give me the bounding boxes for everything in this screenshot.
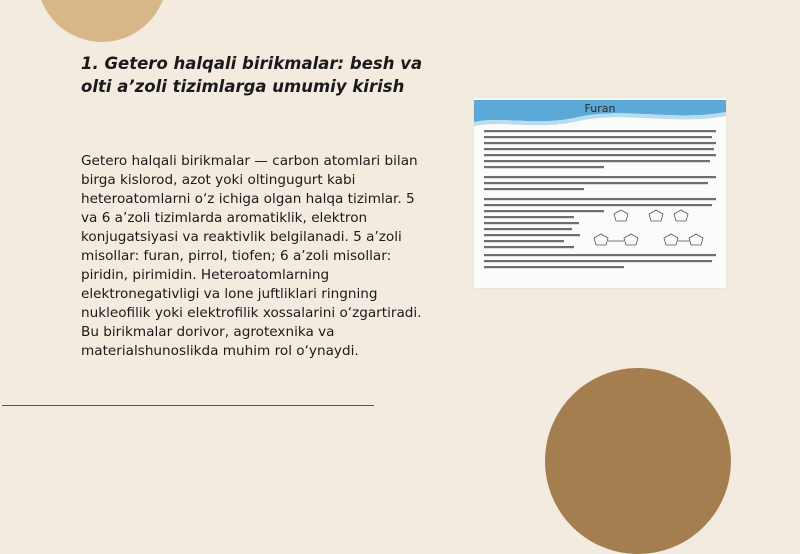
textbook-page-image (474, 98, 726, 288)
image-heading: Furan (584, 102, 616, 115)
text-block-lines (474, 98, 726, 288)
decorative-circle-bottom (545, 368, 731, 554)
slide-title: 1. Getero halqali birikmalar: besh va olti a’zoli tizimlarga umumiy kirish (81, 54, 423, 96)
decorative-circle-top (37, 0, 167, 42)
divider-line (2, 405, 374, 406)
slide-body-text: Getero halqali birikmalar — carbon atomlari bilan birga kislorod, azot yoki oltingugurt kabi heteroatomlarni o‘z ichiga olgan halqa tizimlar. 5 va 6 a’zoli tizimlarda aromatiklik, elektron konjugatsiyasi va reaktivlik belgilanadi. 5 a’zoli misollar: furan, pirrol, tiofen; 6 a’zoli misollar: piridin, pirimidin. Heteroatomlarning elektronegativligi va lone juftliklari ringning nukleofilik yoki elektrofilik xossalarini o‘zgartiradi. Bu birikmalar dorivor, agrotexnika va materialshunoslikda muhim rol o‘ynaydi. (81, 153, 422, 359)
molecule-structures (594, 210, 703, 245)
